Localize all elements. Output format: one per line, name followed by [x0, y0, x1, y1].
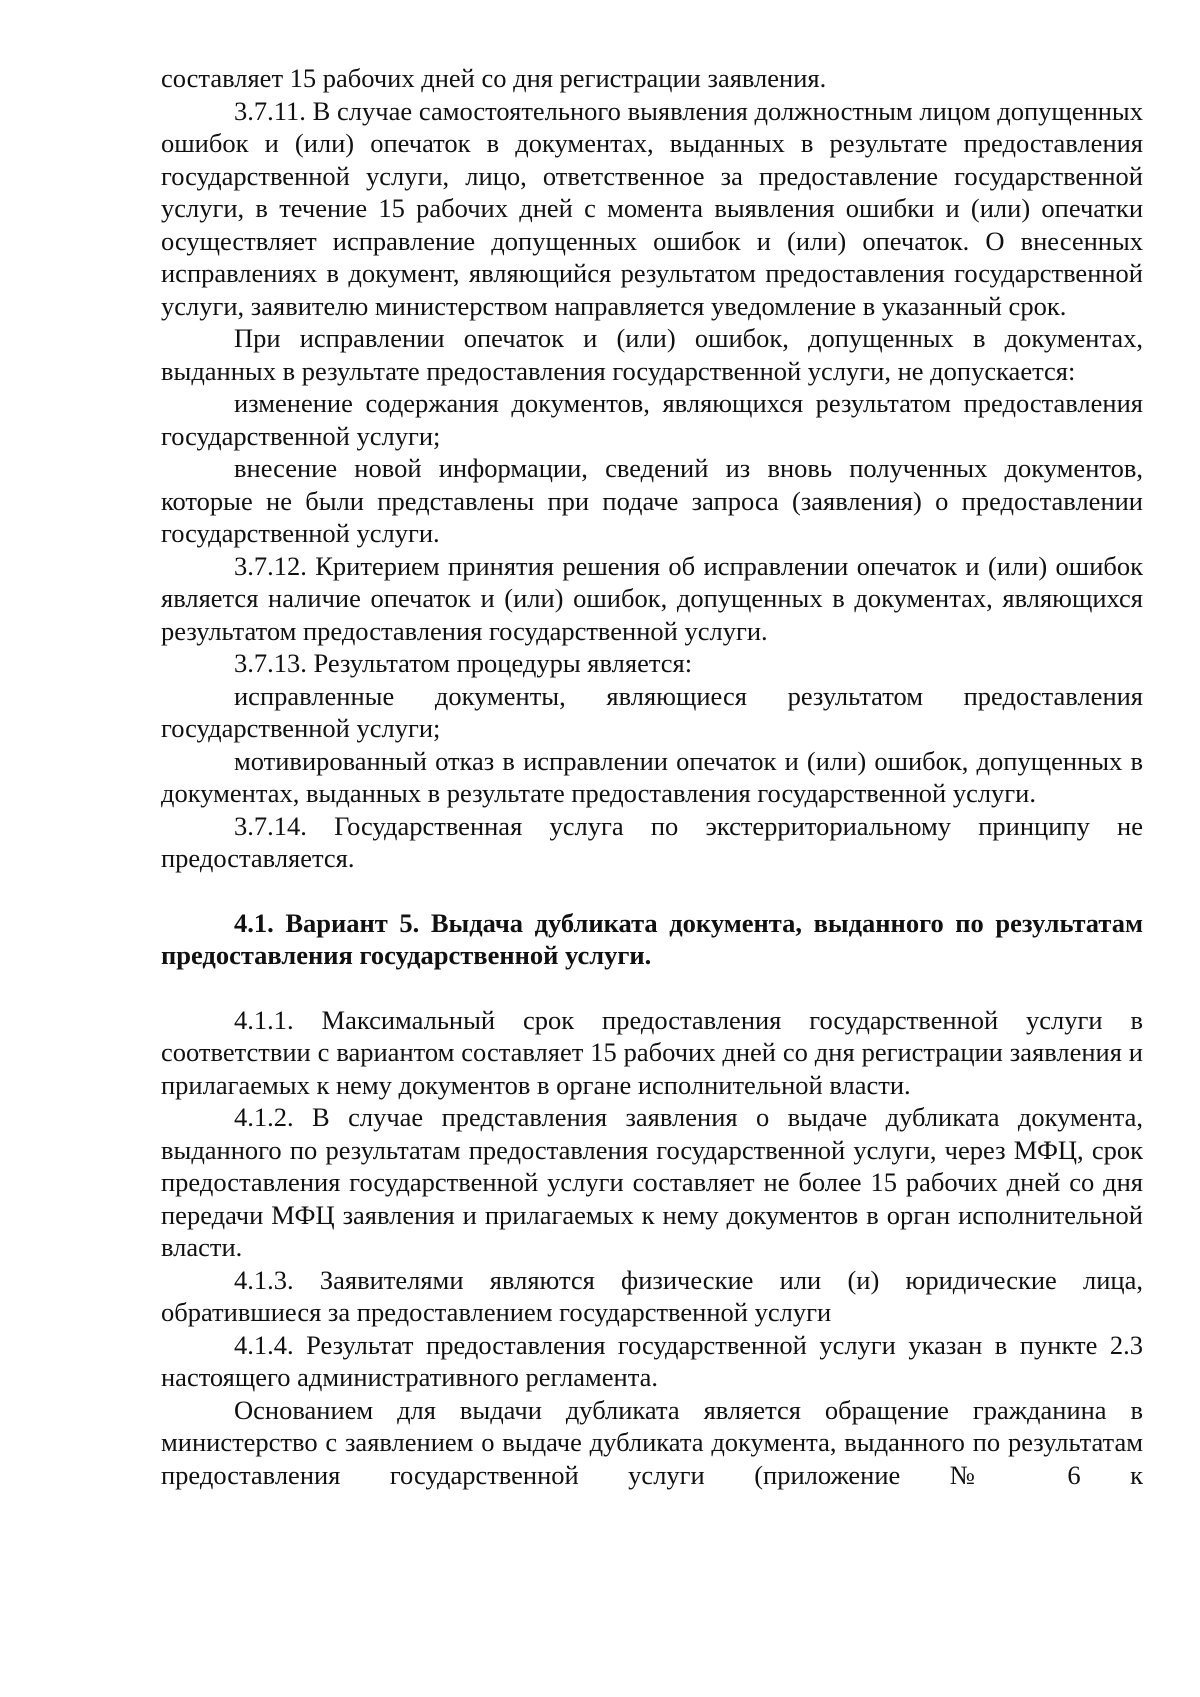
section-heading-4-1: 4.1. Вариант 5. Выдача дубликата документа, выданного по результатам предоставления государственной услуги. — [161, 907, 1143, 970]
paragraph-4-1-3: 4.1.3. Заявителями являются физические или (и) юридические лица, обратившиеся за предоставлением государственной услуги — [161, 1264, 1143, 1327]
list-item-new-information: внесение новой информации, сведений из вновь полученных документов, которые не были представлены при подаче запроса (заявления) о предоставлении государственной услуги. — [161, 453, 1143, 548]
list-item-corrected-documents: исправленные документы, являющиеся результатом предоставления государственной услуги; — [161, 680, 1143, 743]
paragraph-4-1-2: 4.1.2. В случае представления заявления о выдаче дубликата документа, выданного по результатам предоставления государственной услуги, через МФЦ, срок предоставления государственной услуги составляет не более 15 рабочих дней со дня передачи МФЦ заявления и прилагаемых к нему документов в орган исполнительной власти. — [161, 1102, 1143, 1262]
paragraph-continuation: составляет 15 рабочих дней со дня регистрации заявления. — [161, 63, 827, 93]
list-item-refusal: мотивированный отказ в исправлении опечаток и (или) ошибок, допущенных в документах, выданных в результате предоставления государственной услуги. — [161, 745, 1143, 808]
paragraph-3-7-14: 3.7.14. Государственная услуга по экстерриториальному принципу не предоставляется. — [161, 810, 1143, 873]
paragraph-3-7-12: 3.7.12. Критерием принятия решения об исправлении опечаток и (или) ошибок является наличие опечаток и (или) ошибок, допущенных в документах, являющихся результатом предоставления государственной услуги. — [161, 550, 1143, 646]
paragraph-4-1-4: 4.1.4. Результат предоставления государственной услуги указан в пункте 2.3 настоящего административного регламента. — [161, 1329, 1143, 1392]
document-page — [161, 62, 1143, 1491]
paragraph-4-1-1: 4.1.1. Максимальный срок предоставления государственной услуги в соответствии с вариантом составляет 15 рабочих дней со дня регистрации заявления и прилагаемых к нему документов в органе исполнительной власти. — [161, 1004, 1143, 1100]
paragraph-corrections-not-allowed: При исправлении опечаток и (или) ошибок, допущенных в документах, выданных в результате предоставления государственной услуги, не допускается: — [161, 323, 1143, 386]
list-item-content-change: изменение содержания документов, являющихся результатом предоставления государственной услуги; — [161, 388, 1143, 451]
paragraph-3-7-13: 3.7.13. Результатом процедуры является: — [234, 648, 693, 678]
paragraph-3-7-11: 3.7.11. В случае самостоятельного выявления должностным лицом допущенных ошибок и (или) опечаток в документах, выданных в результате предоставления государственной услуги, лицо, ответственное за предоставление государственной услуги, в течение 15 рабочих дней с момента выявления ошибки и (или) опечатки осуществляет исправление допущенных ошибок и (или) опечаток. О внесенных исправлениях в документ, являющийся результатом предоставления государственной услуги, заявителю министерством направляется уведомление в указанный срок. — [161, 95, 1143, 321]
paragraph-duplicate-basis: Основанием для выдачи дубликата является обращение гражданина в министерство с заявлением о выдаче дубликата документа, выданного по результатам предоставления государственной услуги (приложение № 6 к — [161, 1394, 1143, 1490]
